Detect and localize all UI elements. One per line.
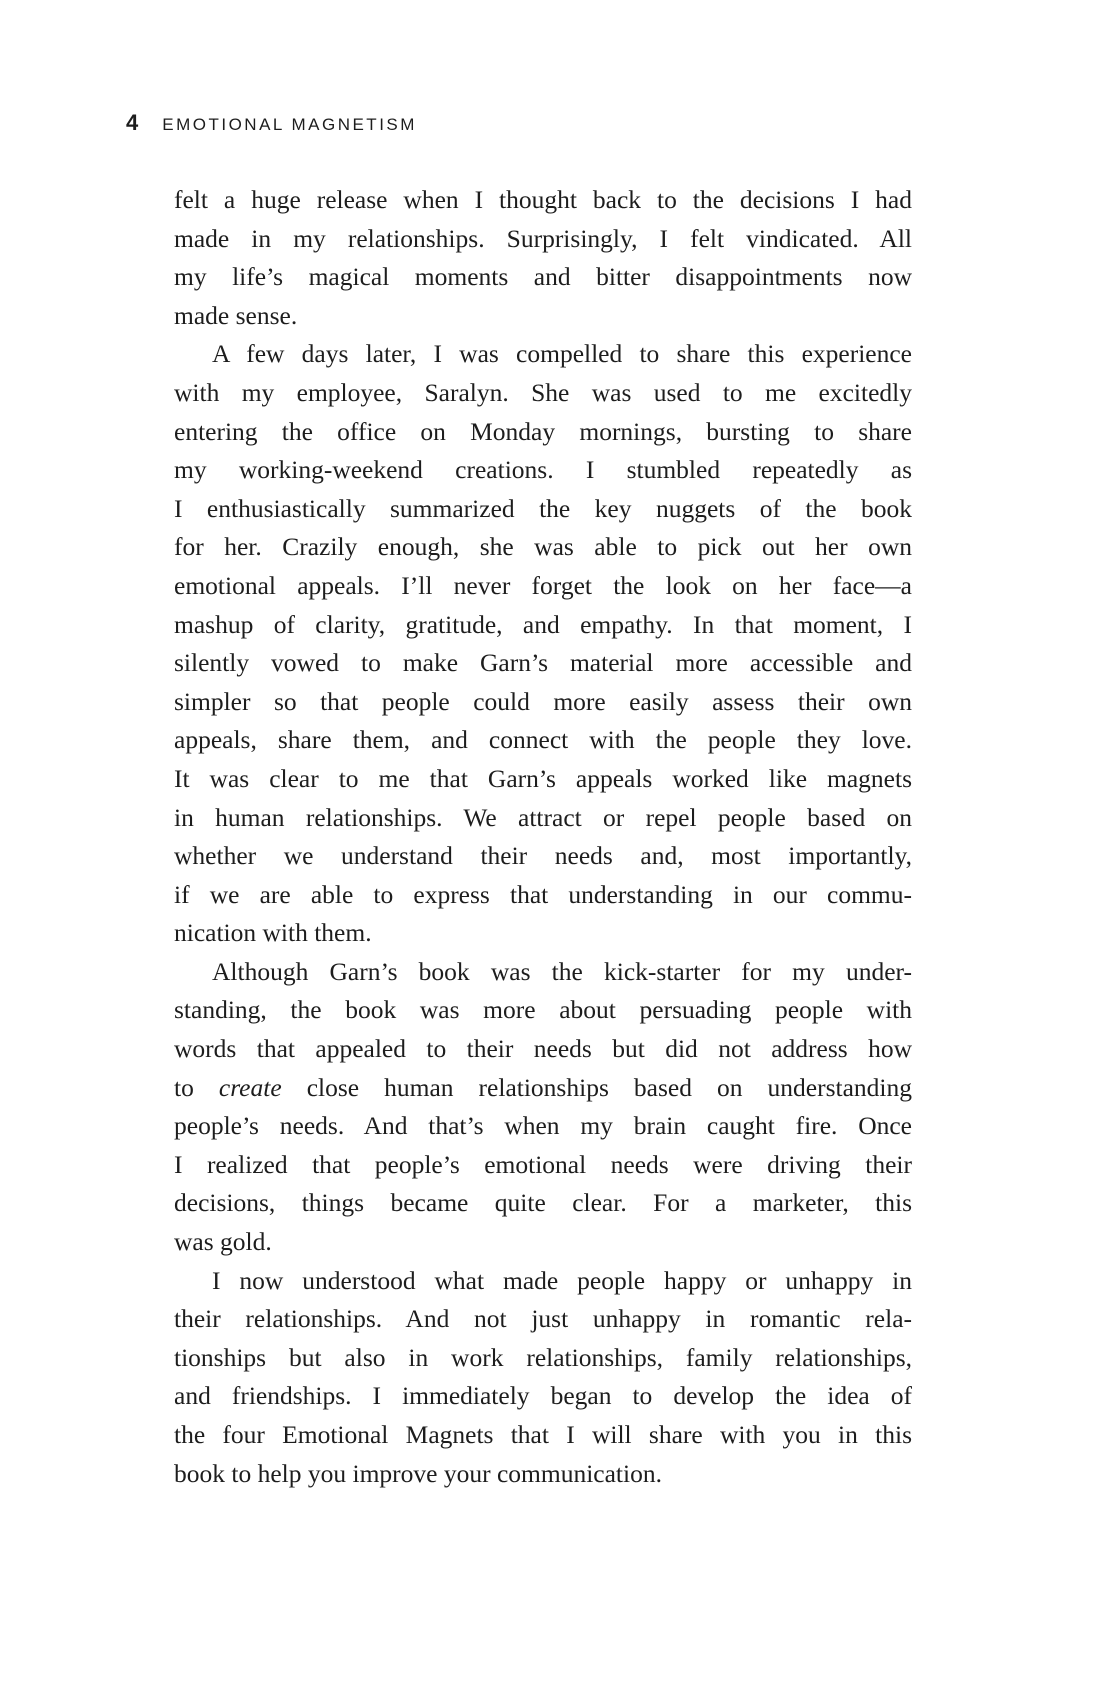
text-line: book to help you improve your communication. bbox=[174, 1458, 662, 1488]
text-line: people’s needs. And that’s when my brain caught fire. Once bbox=[174, 1111, 912, 1141]
text-line: the four Emotional Magnets that I will share with you in this bbox=[174, 1420, 912, 1449]
text-line: words that appealed to their needs but did not address how bbox=[174, 1034, 912, 1064]
paragraph-1 bbox=[174, 181, 912, 335]
text-line: silently vowed to make Garn’s material more accessible and bbox=[174, 648, 912, 678]
text-line: made in my relationships. Surprisingly, I felt vindicated. All bbox=[174, 223, 912, 253]
text-line: I enthusiastically summarized the key nuggets of the book bbox=[174, 493, 912, 523]
text-line-with-emphasis bbox=[174, 1069, 912, 1108]
text-line: emotional appeals. I’ll never forget the look on her face—a bbox=[174, 570, 912, 600]
text-line: Although Garn’s book was the kick-starter for my under- bbox=[212, 956, 912, 986]
text-line: felt a huge release when I thought back to the decisions I had bbox=[174, 185, 912, 214]
text-line: simpler so that people could more easily assess their own bbox=[174, 686, 912, 716]
text-line: whether we understand their needs and, most importantly, bbox=[174, 841, 912, 871]
text-line: and friendships. I immediately began to develop the idea of bbox=[174, 1381, 912, 1411]
text-line: decisions, things became quite clear. For a marketer, this bbox=[174, 1188, 912, 1218]
text-line: I realized that people’s emotional needs were driving their bbox=[174, 1149, 912, 1179]
text-line: in human relationships. We attract or repel people based on bbox=[174, 802, 912, 832]
paragraph-3 bbox=[174, 953, 912, 1262]
text-line: for her. Crazily enough, she was able to pick out her own bbox=[174, 532, 912, 562]
text-line: I now understood what made people happy or unhappy in bbox=[212, 1265, 912, 1295]
text-line: my working-weekend creations. I stumbled repeatedly as bbox=[174, 455, 912, 485]
text-line: if we are able to express that understanding in our commu- bbox=[174, 879, 912, 909]
emphasized-word: create bbox=[218, 1072, 282, 1102]
text-line: It was clear to me that Garn’s appeals worked like magnets bbox=[174, 763, 912, 793]
running-head bbox=[126, 110, 417, 138]
text-run: close human relationships based on understanding bbox=[281, 1072, 912, 1102]
paragraph-4 bbox=[174, 1262, 912, 1494]
text-line: was gold. bbox=[174, 1227, 272, 1257]
book-title: EMOTIONAL MAGNETISM bbox=[162, 115, 417, 134]
body-text bbox=[174, 181, 912, 1493]
text-line: with my employee, Saralyn. She was used to me excitedly bbox=[174, 377, 912, 407]
text-line: mashup of clarity, gratitude, and empathy. In that moment, I bbox=[174, 609, 912, 639]
text-line: nication with them. bbox=[174, 918, 372, 948]
text-run: to bbox=[174, 1072, 219, 1102]
text-line: appeals, share them, and connect with the people they love. bbox=[174, 725, 912, 755]
text-line: made sense. bbox=[174, 300, 298, 330]
paragraph-2 bbox=[174, 335, 912, 953]
text-line: tionships but also in work relationships, family relationships, bbox=[174, 1342, 912, 1372]
text-line: standing, the book was more about persuading people with bbox=[174, 995, 912, 1025]
text-line: entering the office on Monday mornings, bursting to share bbox=[174, 416, 912, 446]
page-number: 4 bbox=[126, 110, 139, 135]
text-line: my life’s magical moments and bitter disappointments now bbox=[174, 262, 912, 292]
text-line: A few days later, I was compelled to share this experience bbox=[212, 339, 912, 369]
text-line: their relationships. And not just unhappy in romantic rela- bbox=[174, 1304, 912, 1334]
